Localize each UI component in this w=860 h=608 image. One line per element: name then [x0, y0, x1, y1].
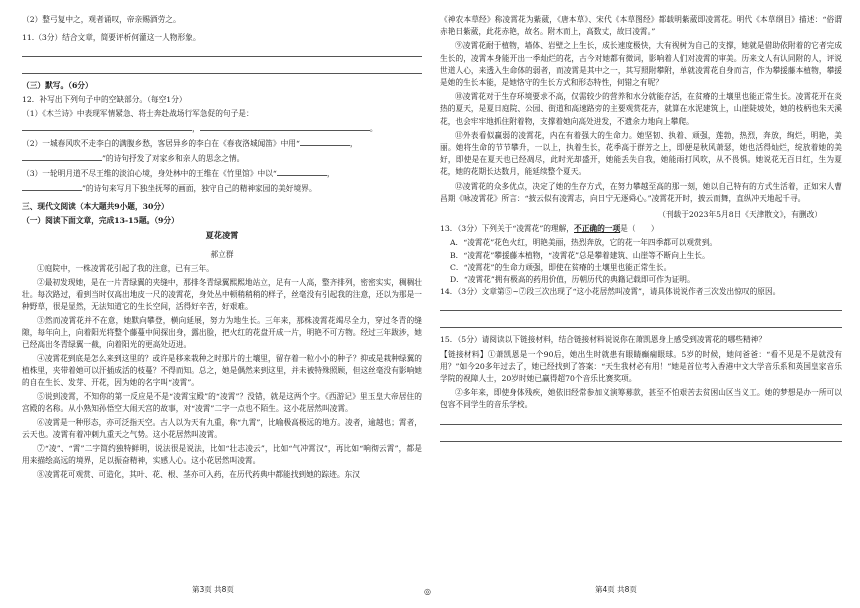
paragraph-4: ④凌霄花到底是怎么来到这里的？或许是移来栽种之时那片的土壤里，留存着一粒小小的种子？抑或是栽种绿翼的植株里，夹带着她可以汗插成活的枝蔓？不得而知。总之，她是偶然来到这里，并未被特殊照顾，但这丝毫没有影响她的自在生长、发芽、开花，因为她的名字叫“凌霄”。	[22, 354, 422, 388]
answer-line[interactable]	[22, 63, 422, 74]
paragraph-6: ⑥凌霄是一种形态，亦可泛指天空。古人以为天有九重，称“九霄”，比喻极高极远的地方。凌者，逾越也；霄者，云天也。凌霄有着冲刺九重天之气势。这小花居然叫凌霄。	[22, 418, 422, 440]
fill-blank[interactable]	[300, 137, 350, 146]
paragraph-10: ⑩凌霄花对于生存环境要求不高，仅需较少的营养和水分就能存活，在贫瘠的土壤里也能正常生长。凌霄花开在炎热的夏天，是夏日庭院、公园、街道和高速路旁的主要观赏花卉，就算在水泥建筑上，山崖陡坡处，她的枝柄也朱天溪花，也会牢牢地抓住附着物，支撑着她向高处进发，不遗余力地向上攀爬。	[440, 92, 842, 126]
q11-text: 11.（3分）结合文章，简要评析何灌这一人物形象。	[22, 33, 201, 42]
q12-1-answer: ， 。	[22, 122, 422, 135]
article-author: 郝立群	[210, 250, 234, 260]
fill-blank[interactable]	[22, 152, 102, 161]
q12-3-end: ”的诗句来写月下独坐抚琴的画面，独守自己的精神家园的美好境界。	[82, 184, 317, 193]
paragraph-8-cont: 《神农本草经》称凌霄花为紫葳，《唐本草》、宋代《本草图经》都载明紫葳即凌霄花。明代《本草纲目》描述：“俗谓赤艳日紫葳，此花赤艳，故名。附木而上，高数丈，故曰凌霄。”	[440, 15, 842, 37]
answer-line[interactable]	[440, 414, 842, 425]
q12-3-cont	[22, 182, 422, 195]
section-3-title: （三）默写。（6分）	[22, 81, 93, 90]
section-3b-title: 三、现代文阅读（本大题共9小题，30分）	[22, 202, 169, 211]
left-column	[22, 14, 422, 483]
q13-option-c[interactable]: C．“凌霄花”的生命力顽强，即使在贫瘠的土壤里也能正常生长。	[450, 262, 672, 272]
paragraph-11: ⑪外表看似赢弱的凌霄花，内在有着强大的生命力。她坚韧、执着、顽强，莲勃，热烈，奔放，绚烂，明艳，美丽。她将生命的节节攀升，一以上，执着生长，花季高于群芳之上，即便是秋风萧瑟，她也活得灿烂，绽放着她的美好，即使是在夏天也已经凋尽，此时光却盛开，她能丢失自我，她能雨打风吹，从不畏惧。她说花无百日红，生为夏花，她的花期长达数月，能延续整个夏天。	[440, 130, 842, 177]
answer-line[interactable]	[22, 46, 422, 57]
page-footer: 第4页 共8页	[595, 585, 637, 594]
fill-blank[interactable]	[22, 122, 192, 131]
paragraph-8: ⑧凌霄花可观赏、可造化，其叶、花、根、茎亦可入药，在历代药典中都能找到她的踪迹。东汉	[37, 470, 360, 480]
fill-blank[interactable]	[22, 182, 82, 191]
q12-1-end: 。	[369, 124, 378, 133]
q14-text: 14．（3分）文章第⑤~⑦段三次出现了“这小花居然叫凌霄”，请具体说说作者三次发出惊叹的原因。	[440, 287, 781, 297]
q15-text: 15．（5分）请阅读以下链接材料，结合链接材料说说你在萧凯恩身上感受到凌霄花的哪些精神？	[440, 335, 767, 345]
paragraph-7: ⑦“凌”、“霄”二字简约独特鲜明，说法很是说法，比如“壮志凌云”，比如“气冲霄汉”，再比如“响彻云霄”，都是用来描绘高远的境界，足以振奋精神，实感人心。这小花居然叫凌霄。	[22, 444, 422, 466]
right-column	[440, 14, 842, 448]
q12-3-prompt: （3）一轮明月道不尽王维的淡泊心境，身处林中的王维在《竹里馆》中以“	[22, 169, 277, 178]
q13-end: 是（ ）	[620, 224, 659, 234]
q12-3-text: （3）一轮明月道不尽王维的淡泊心境，身处林中的王维在《竹里馆》中以“ ，	[22, 169, 335, 178]
article-source: （刊载于2023年5月8日《天津散文》，有删改）	[658, 210, 822, 220]
paragraph-12: ⑫凌霄花的众多优点，决定了她的生存方式，在努力攀越至高的那一刻，她以自己特有的方式生活着，正如宋人曹昌期《咏凌霄花》所言：“披云似有凌霄志，向日宁无逐舜心。”凌霄花开时，披云而舞，直纵冲天地起千寻。	[440, 181, 842, 203]
paragraph-1: ①庭院中，一株凌霄花引起了我的注意，已有三年。	[37, 264, 214, 274]
link-material-2: ②多年来，即使身体残疾，她依旧经常参加义演筹募款，甚至不怕艰苦去贫困山区当义工。她的梦想是办一所可以包容不同学生的音乐学校。	[440, 388, 842, 410]
subsection-1-title: （一）阅读下面文章，完成13-15题。（9分）	[22, 216, 179, 225]
answer-line[interactable]	[440, 300, 842, 311]
paragraph-5: ⑤说到凌霄，不知你的第一反应是不是“凌霄宝殿”的“凌霄”？没错，就是这两个字。《西游记》里玉皇大帝居住的宫殿的名称。从小熟知孙悟空大闹天宫的故事，对“凌霄”二字一点也不陌生。这小花居然叫凌霄。	[22, 392, 422, 414]
paragraph-3: ③然而凌霄花并不在意，她默向攀登，横向延展，努力为地生长。三年来，那株凌霄花竭尽全力，穿过冬青的缝隙，每年向上，向着阳光将整个藤蔓中间探出身，露出脸，把火红的花盘开成一片，明艳不可方物。经过三年跋涉，她已经高出冬青绿翼一截，向着阳光的更高处迈进。	[22, 316, 422, 350]
fill-blank[interactable]	[200, 122, 370, 131]
q12-text: 12．补写出下列句子中的空缺部分。（每空1分）	[22, 95, 187, 104]
q12-2-cont	[22, 152, 422, 165]
fill-blank[interactable]	[277, 167, 327, 176]
q10-2-text: （2）整弓复中之，观者诵叹，帝亲赐酒劳之。	[22, 15, 181, 24]
q13-emphasis: 不正确的一项	[574, 224, 621, 234]
q12-2-end: ”的诗句抒发了对家乡和亲人的思念之情。	[102, 154, 245, 163]
center-mark-icon: ◎	[424, 587, 431, 596]
q13-option-a[interactable]: A．“凌霄花”花色火红，明艳美丽，热烈奔放，它的花一年四季都可以观赏到。	[450, 238, 718, 248]
q13-prompt: 13．（3分）下列关于“凌霄花”的理解，	[440, 224, 574, 234]
q12-2-text: （2）一城春风吹不走李白的满腹乡愁，客居异乡的李白在《春夜洛城闻笛》中用“ ，	[22, 139, 358, 148]
q12-1-text	[22, 108, 422, 120]
q12-2-prompt: （2）一城春风吹不走李白的满腹乡愁，客居异乡的李白在《春夜洛城闻笛》中用“	[22, 139, 300, 148]
answer-line[interactable]	[440, 317, 842, 328]
article-title: 夏花凌霄	[205, 230, 239, 240]
q13-option-d[interactable]: D．“凌霄花”拥有极高的药用价值，历朝历代的典籍记载即可作为证明。	[450, 275, 695, 285]
q13-text	[440, 223, 842, 235]
paragraph-2: ②最初发现她，是在一片青绿翼的夹缝中，那排冬青绿翼熙熙地站立，足有一人高，整齐排列，密密实实，稠稠壮壮。每次路过，看到当时仅高出地皮一尺的凌霄花，身处丛中顿稍稍稍的样子，丝毫没有引起我的注意，还以为那是一种野草，很是显然，无法知道它的生长空间，活得好辛苦，好艰难。	[22, 278, 422, 312]
answer-line[interactable]	[440, 431, 842, 442]
link-material-1: 【链接材料】①萧凯恩是一个90后，她出生时就患有眼睛癫痫眼球。5岁的时候，她问爸爸：“看不见是不是就没有用？”如今20多年过去了，她已经找到了答案：“天生我材必有用！”她是首位考入香港中文大学音乐系和英国皇家音乐学院的视障人士，20岁时她已赢得超70个音乐比赛奖项。	[440, 349, 842, 384]
paragraph-9: ⑨凌霄花耐于植物，墙体、岩壁之上生长，成长速度极快，大有视树为自己的支撑，她就是借助依附着的它者完成生长的，凌霄本身能开出一季灿烂的花，古今对她都有微词，影响着人们对凌霄的审美。历来文人有认同附的人，评说世道人心，来透入生命体的弱者，而凌霄是其中之一，其写照附攀附，单就凌霄花自身而言，作为攀援藤本植物，攀援是她的生长本能，是她恪守的生长方式和形态特性，何错之有呢？	[440, 41, 842, 88]
right-page	[430, 0, 860, 608]
q13-option-b[interactable]: B．“凌霄花”攀援藤本植物，“凌霄花”总是攀着建筑、山崖等不断向上生长。	[450, 250, 710, 260]
q12-1-prompt: （1）《木兰诗》中表现军情紧急、将士奔赴战场行军急促的句子是：	[22, 109, 254, 118]
page-footer: 第3页 共8页	[192, 585, 234, 594]
